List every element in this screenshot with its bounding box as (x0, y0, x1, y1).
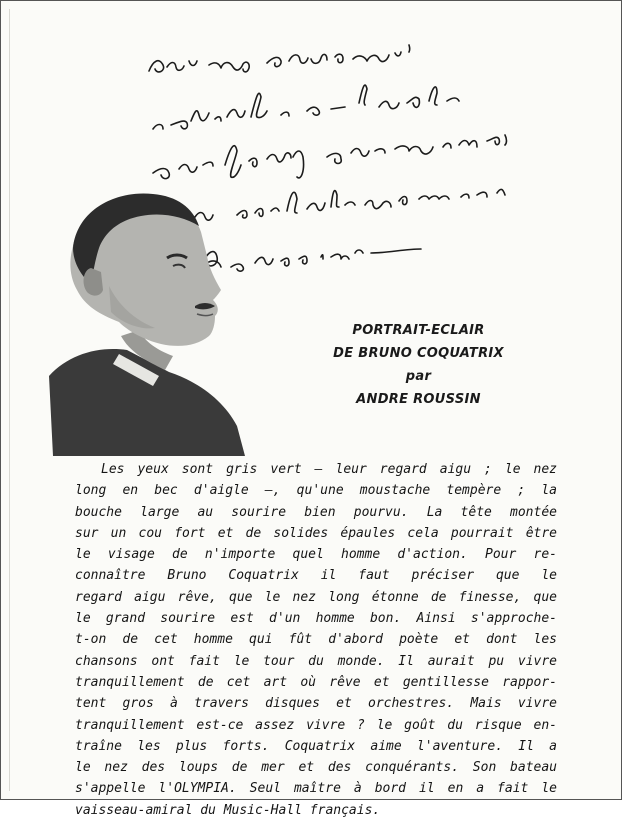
body-line: Les yeux sont gris vert — leur regard aigu ; le nez (101, 462, 557, 477)
portrait-icon (49, 186, 249, 456)
body-line: s'appelle l'OLYMPIA. Seul maître à bord il en a fait le (75, 781, 557, 797)
article-body (75, 459, 557, 821)
body-line: traîne les plus forts. Coquatrix aime l'aventure. Il a (75, 738, 557, 754)
body-line: tranquillement est-ce assez vivre ? le goût du risque en- (75, 717, 557, 733)
heading-line-par: par (405, 369, 432, 384)
portrait-photo (49, 186, 249, 456)
body-line: regard aigu rêve, que le nez long étonne de finesse, que (75, 589, 557, 605)
body-line: sur un cou fort et de solides épaules cela pourrait être (75, 525, 557, 541)
body-line: le grand sourire est d'un homme bon. Ainsi s'approche- (75, 611, 557, 627)
article-heading (331, 319, 506, 411)
body-line: le nez des loups de mer et des conquérants. Son bateau (75, 760, 557, 776)
body-line: t-on de cet homme qui fût d'abord poète et dont les (75, 632, 557, 648)
body-line: long en bec d'aigle —, qu'une moustache tempère ; la (75, 483, 557, 499)
heading-line-subject: DE BRUNO COQUATRIX (333, 346, 504, 361)
body-line: vaisseau-amiral du Music-Hall français. (75, 802, 381, 818)
body-line: chansons ont fait le tour du monde. Il aurait pu vivre (75, 653, 557, 669)
body-line: connaître Bruno Coquatrix il faut préciser que le (75, 568, 557, 584)
body-line: le visage de n'importe quel homme d'action. Pour re- (75, 547, 557, 563)
body-line: tent gros à travers disques et orchestres. Mais vivre (75, 696, 557, 712)
heading-line-title: PORTRAIT-ECLAIR (352, 323, 485, 338)
body-line: bouche large au sourire bien pourvu. La tête montée (75, 504, 557, 520)
body-line: tranquillement de cet art où rêve et gentillesse rappor- (75, 674, 557, 690)
heading-line-author: ANDRE ROUSSIN (356, 392, 481, 407)
